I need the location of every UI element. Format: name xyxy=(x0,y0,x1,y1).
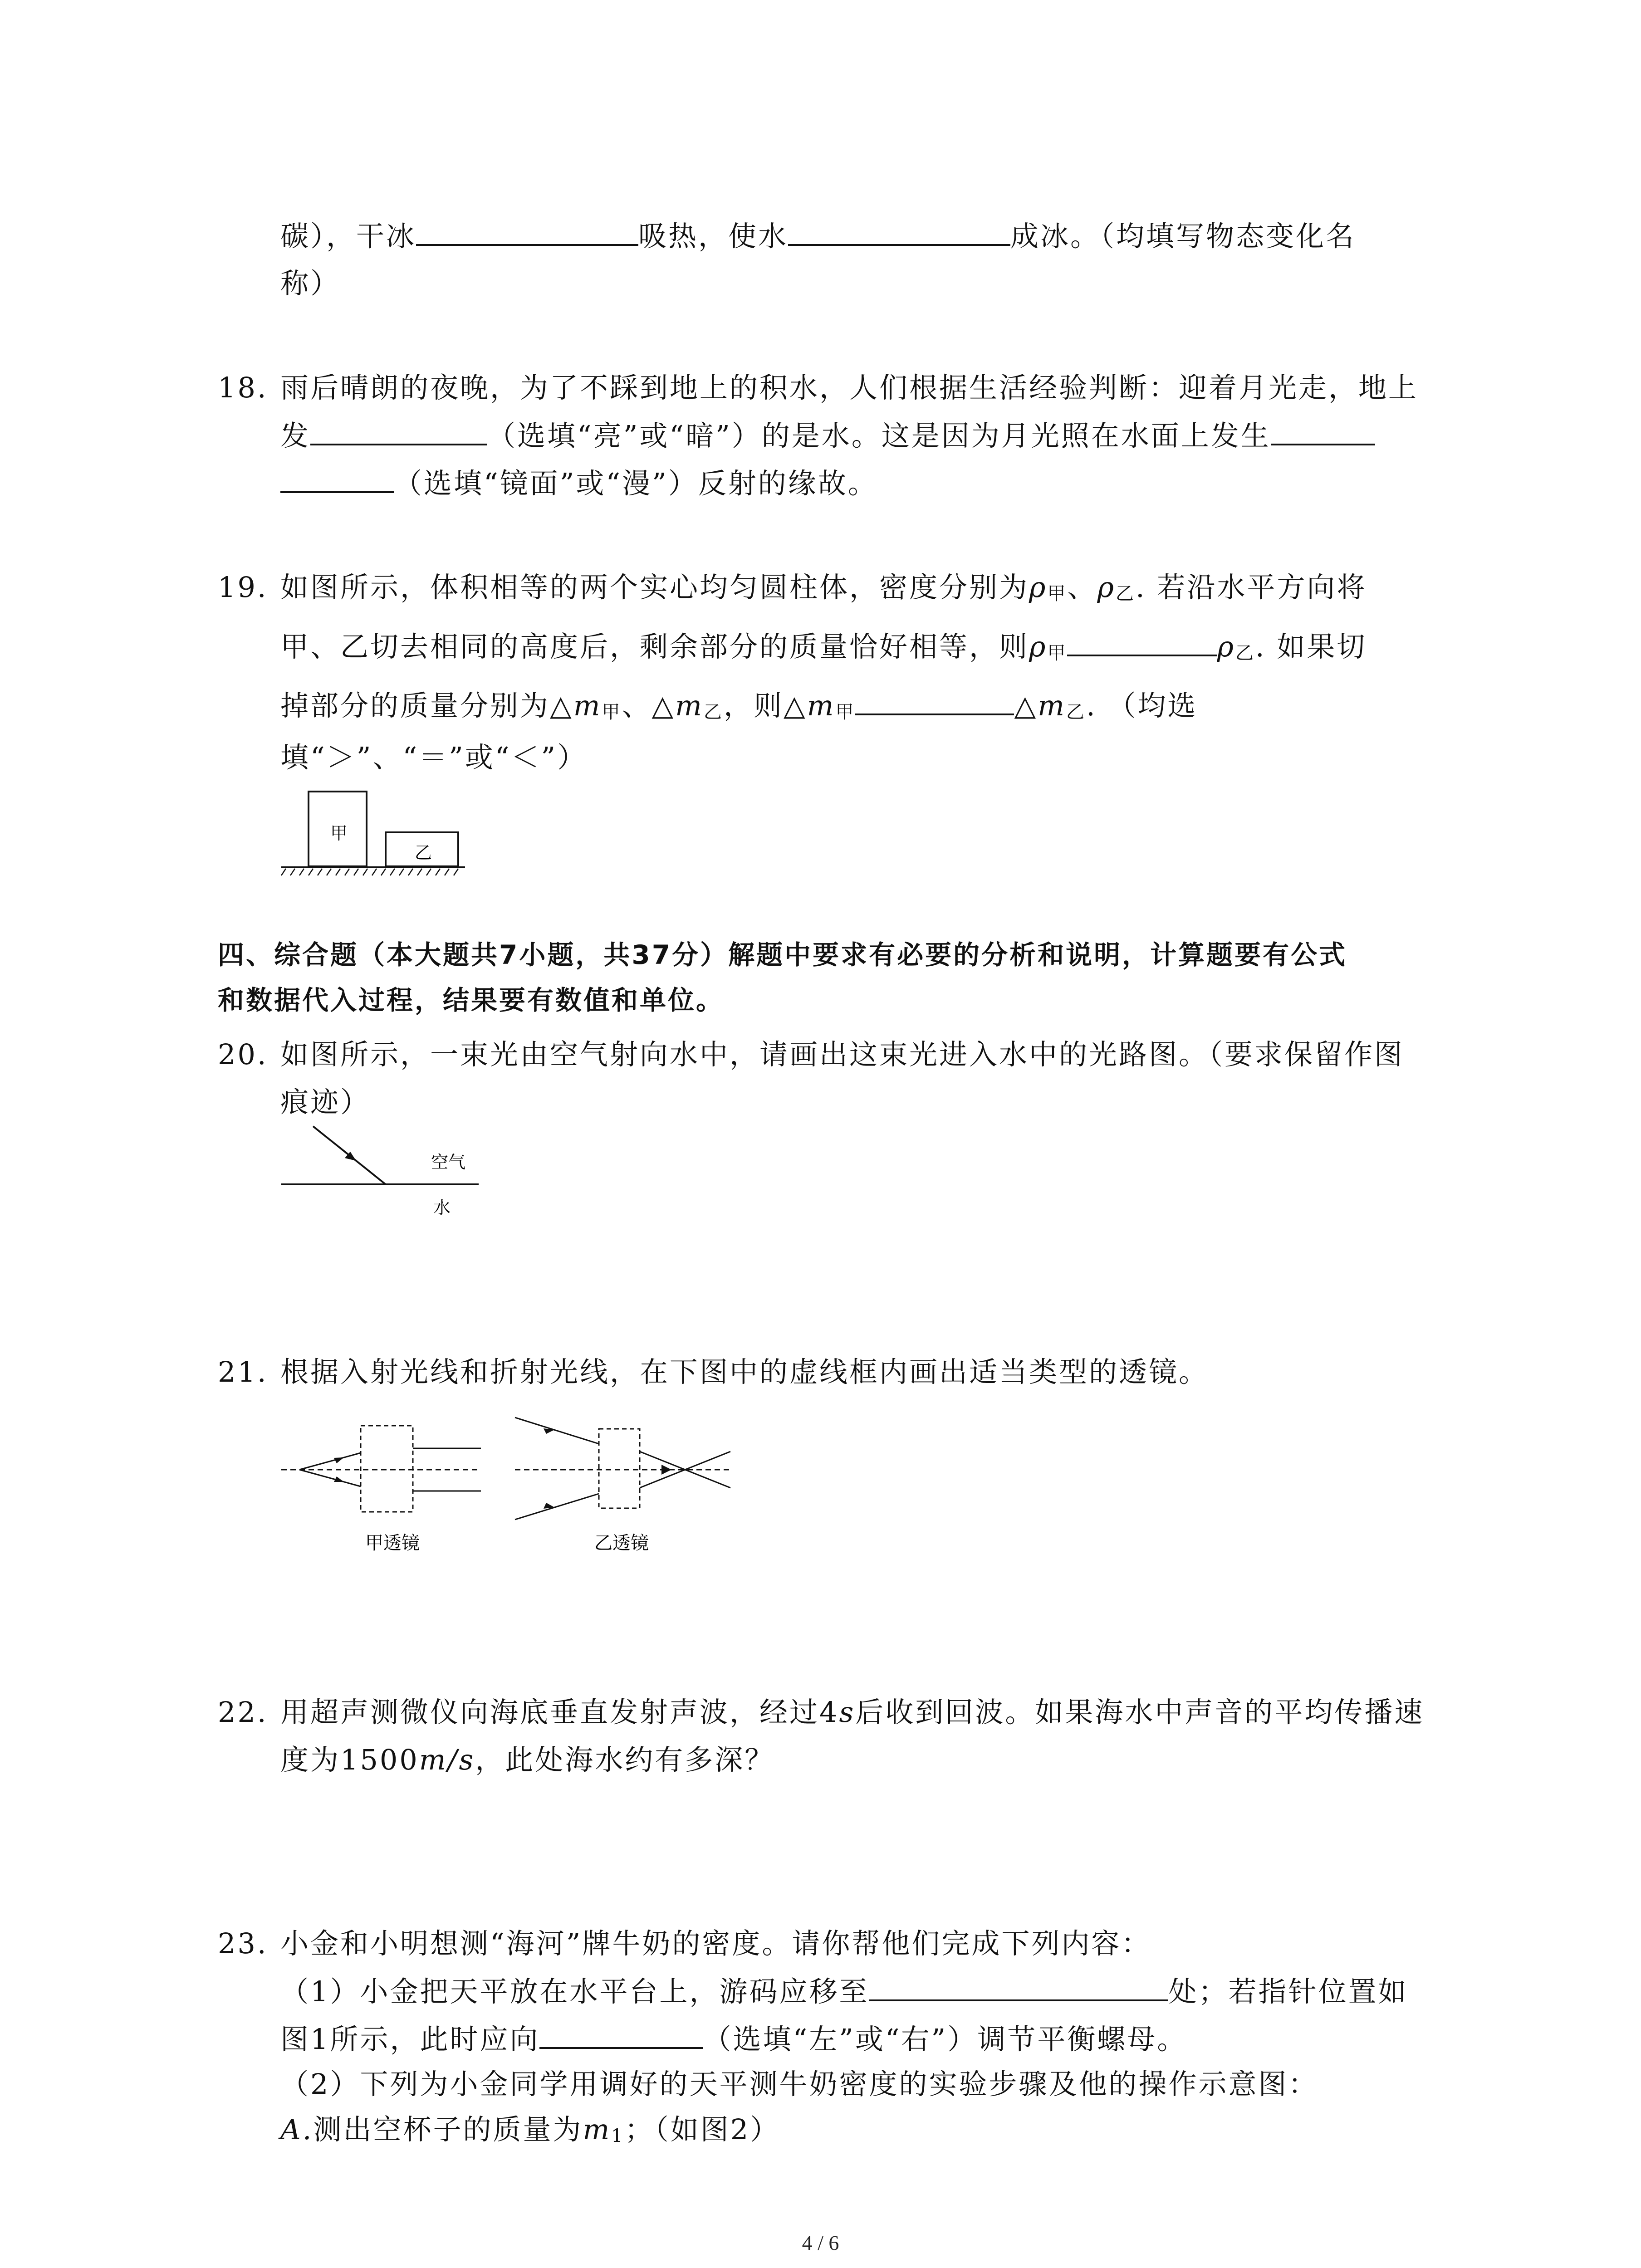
q23-line-1 xyxy=(280,1926,1151,1962)
jia-lens-diagram xyxy=(281,1426,481,1554)
mass-symbol: m xyxy=(807,689,836,722)
lens-box-jia xyxy=(361,1426,413,1512)
answer-blank[interactable] xyxy=(1067,628,1217,656)
answer-blank[interactable] xyxy=(416,218,638,246)
q18-number xyxy=(218,370,268,406)
answer-blank[interactable] xyxy=(539,2021,703,2049)
q19-line-2 xyxy=(280,628,1367,671)
ground-hatching xyxy=(281,869,458,875)
subscript-yi: 乙 xyxy=(1066,702,1086,723)
page-number-text: 4 / 6 xyxy=(802,2231,839,2254)
q23-text: 处；若指针位置如 xyxy=(1168,1975,1408,2008)
answer-blank-continued[interactable] xyxy=(280,465,394,493)
q19-text: 如图所示，体积相等的两个实心均匀圆柱体，密度分别为 xyxy=(280,571,1029,604)
q19-line-4 xyxy=(280,739,587,776)
separator: 、 xyxy=(1067,571,1097,604)
question-number: 21. xyxy=(218,1355,268,1388)
mass-symbol: m xyxy=(583,2113,612,2146)
unit-speed: m/s xyxy=(419,1743,475,1776)
rho-symbol: ρ xyxy=(1029,630,1048,663)
q19-text: . 若沿水平方向将 xyxy=(1135,571,1367,604)
q17-text: 成冰。（均填写物态变化名 xyxy=(1010,220,1356,253)
q17-text: 吸热，使水 xyxy=(638,220,789,253)
section-4-heading-line-2 xyxy=(218,982,724,1018)
incident-ray-top xyxy=(515,1418,599,1444)
subscript-jia: 甲 xyxy=(602,702,622,723)
q21-lens-figure xyxy=(272,1399,749,1567)
q22-line-1 xyxy=(280,1694,1424,1730)
question-number: 22. xyxy=(218,1696,268,1729)
mass-symbol: m xyxy=(1038,689,1066,722)
subscript-jia: 甲 xyxy=(835,702,856,723)
q19-text: 掉部分的质量分别为△ xyxy=(280,689,573,722)
answer-blank[interactable] xyxy=(788,218,1010,246)
unit-seconds: s xyxy=(839,1696,856,1729)
label-water: 水 xyxy=(433,1198,451,1217)
incident-ray-top xyxy=(299,1453,361,1470)
answer-blank[interactable] xyxy=(869,1973,1168,2001)
q23-number xyxy=(218,1926,268,1962)
q22-text: 后收到回波。如果海水中声音的平均传播速 xyxy=(855,1696,1425,1729)
question-number: 23. xyxy=(218,1927,268,1960)
label-air: 空气 xyxy=(431,1152,466,1172)
q23-text: 测出空杯子的质量为 xyxy=(313,2113,583,2146)
q18-line-1 xyxy=(280,370,1418,406)
ray-arrow-icon xyxy=(661,1465,671,1475)
q19-text: ，则△ xyxy=(723,689,807,722)
subscript-yi: 乙 xyxy=(1235,643,1255,664)
q23-text: ；（如图2） xyxy=(624,2113,780,2146)
q19-text: . （均选 xyxy=(1086,689,1198,722)
q22-line-2 xyxy=(280,1742,774,1778)
q23-text: 小金和小明想测“海河”牌牛奶的密度。请你帮他们完成下列内容： xyxy=(280,1927,1151,1960)
q18-line-3 xyxy=(280,465,878,502)
subscript-1: 1 xyxy=(611,2126,625,2146)
label-jia: 甲 xyxy=(330,823,348,843)
step-label: A. xyxy=(280,2113,314,2146)
q20-text: 痕迹） xyxy=(280,1085,371,1119)
rho-symbol: ρ xyxy=(1029,571,1048,604)
answer-blank[interactable] xyxy=(1271,417,1375,445)
q19-number xyxy=(218,569,268,606)
q22-text: 度为1500 xyxy=(280,1743,419,1776)
q23-line-2 xyxy=(280,1973,1408,2010)
q18-text: （选填“亮”或“暗”）的是水。这是因为月光照在水面上发生 xyxy=(487,419,1271,452)
q23-line-4 xyxy=(280,2066,1318,2102)
q18-line-2 xyxy=(280,417,1375,454)
rho-symbol: ρ xyxy=(1097,571,1116,604)
question-number: 20. xyxy=(218,1038,268,1071)
q17-line-1 xyxy=(280,218,1356,254)
rho-symbol: ρ xyxy=(1217,630,1235,663)
answer-blank[interactable] xyxy=(855,687,1014,715)
q17-line-2 xyxy=(280,265,340,302)
q20-line-1 xyxy=(280,1036,1404,1073)
q19-text: . 如果切 xyxy=(1255,630,1367,663)
q20-line-2 xyxy=(280,1084,370,1120)
ray-arrow-icon xyxy=(334,1476,344,1482)
label-yi: 乙 xyxy=(415,843,432,863)
section-heading-text: 四、综合题（本大题共7小题，共37分）解题中要求有必要的分析和说明，计算题要有公式 xyxy=(218,939,1347,970)
q18-text: 雨后晴朗的夜晚，为了不踩到地上的积水，人们根据生活经验判断：迎着月光走，地上 xyxy=(280,371,1419,404)
q17-text: 称） xyxy=(280,267,341,300)
q21-number xyxy=(218,1354,268,1390)
q23-text: （2）下列为小金同学用调好的天平测牛奶密度的实验步骤及他的操作示意图： xyxy=(280,2068,1318,2101)
q17-text: 碳），干冰 xyxy=(280,220,416,253)
section-4-heading-line-1 xyxy=(218,937,1347,973)
incident-ray-bottom xyxy=(299,1470,361,1486)
q22-text: ，此处海水约有多深？ xyxy=(475,1743,775,1776)
q21-text: 根据入射光线和折射光线，在下图中的虚线框内画出适当类型的透镜。 xyxy=(280,1355,1209,1388)
q23-text: （选填“左”或“右”）调节平衡螺母。 xyxy=(703,2023,1187,2056)
q19-text: 甲、乙切去相同的高度后，剩余部分的质量恰好相等，则 xyxy=(280,630,1029,663)
q18-text: 发 xyxy=(280,419,311,452)
label-yi-lens: 乙透镜 xyxy=(594,1533,649,1554)
subscript-jia: 甲 xyxy=(1047,643,1068,664)
q19-line-1 xyxy=(280,569,1367,612)
page-number xyxy=(0,2231,1641,2255)
q22-text: 用超声测微仪向海底垂直发射声波，经过4 xyxy=(280,1696,839,1729)
answer-blank[interactable] xyxy=(310,417,487,445)
incident-ray-bottom xyxy=(515,1494,599,1520)
q21-line-1 xyxy=(280,1354,1209,1390)
lens-box-yi xyxy=(599,1429,640,1508)
q19-text: 、△ xyxy=(622,689,676,722)
mass-symbol: m xyxy=(675,689,704,722)
q19-cylinders-figure xyxy=(272,787,472,878)
question-number: 19. xyxy=(218,571,268,604)
label-jia-lens: 甲透镜 xyxy=(365,1533,420,1554)
q18-text: （选填“镜面”或“漫”）反射的缘故。 xyxy=(394,467,878,500)
question-number: 18. xyxy=(218,371,268,404)
q20-text: 如图所示，一束光由空气射向水中，请画出这束光进入水中的光路图。（要求保留作图 xyxy=(280,1038,1405,1071)
section-heading-text: 和数据代入过程，结果要有数值和单位。 xyxy=(218,985,725,1016)
q23-text: 图1所示，此时应向 xyxy=(280,2023,540,2056)
q20-refraction-figure xyxy=(272,1123,490,1232)
q23-line-3 xyxy=(280,2021,1187,2058)
yi-lens-diagram xyxy=(515,1418,733,1554)
subscript-yi: 乙 xyxy=(703,702,724,723)
subscript-jia: 甲 xyxy=(1047,583,1068,604)
mass-symbol: m xyxy=(573,689,602,722)
q23-text: （1）小金把天平放在水平台上，游码应移至 xyxy=(280,1975,869,2008)
q19-line-3 xyxy=(280,687,1197,730)
q20-number xyxy=(218,1036,268,1073)
q19-text: △ xyxy=(1014,689,1038,722)
q22-number xyxy=(218,1694,268,1730)
q19-text: 填“＞”、“＝”或“＜”） xyxy=(280,741,588,774)
q23-line-5 xyxy=(280,2112,780,2154)
ray-arrow-icon xyxy=(334,1457,344,1463)
subscript-yi: 乙 xyxy=(1115,583,1136,604)
